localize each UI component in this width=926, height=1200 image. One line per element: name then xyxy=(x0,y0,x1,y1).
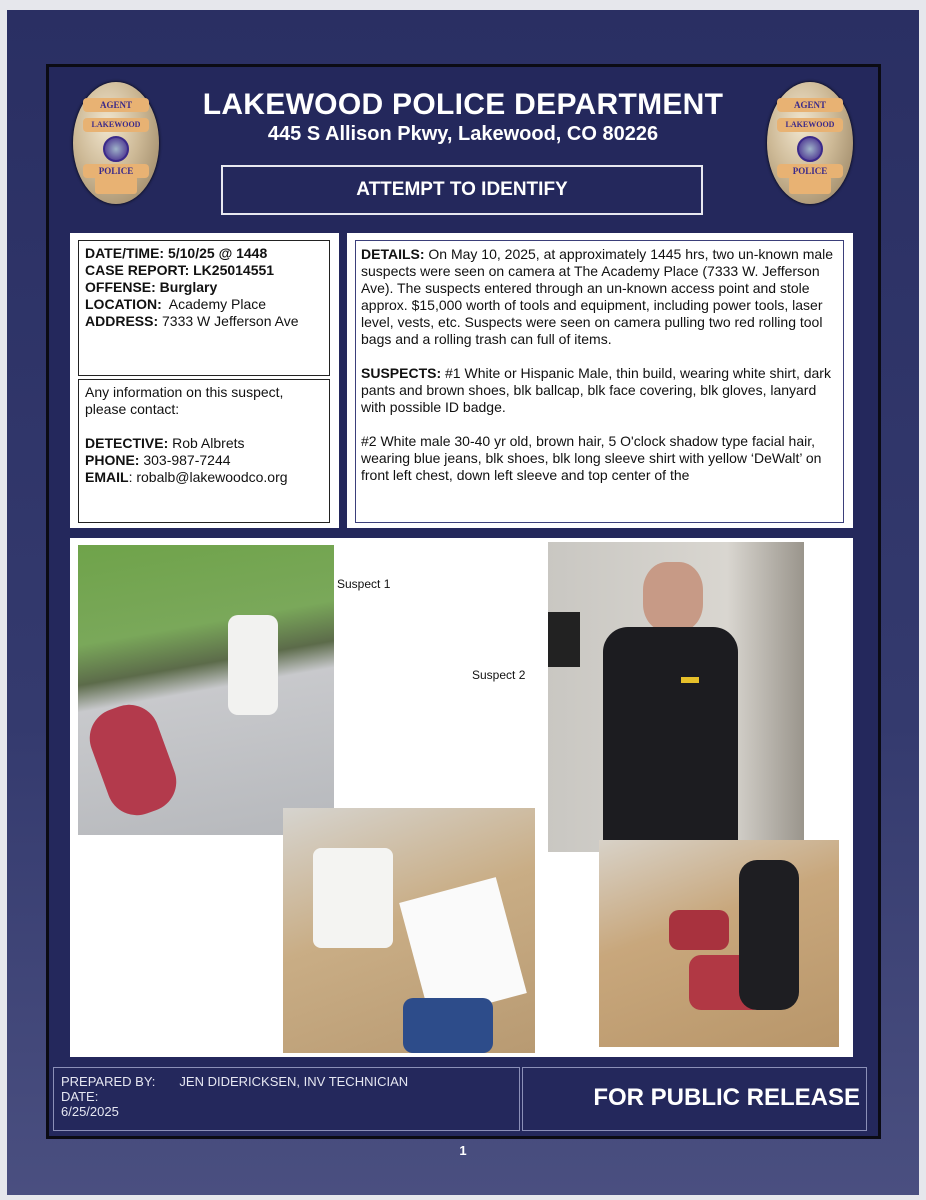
details-label: DETAILS: xyxy=(361,246,425,262)
police-badge-left-icon: AGENT LAKEWOOD POLICE xyxy=(73,82,159,204)
release-box xyxy=(522,1067,867,1131)
email-label: EMAIL xyxy=(85,469,129,485)
case-info-box xyxy=(78,240,330,376)
datetime-value: 5/10/25 @ 1448 xyxy=(167,245,268,261)
banner-box xyxy=(221,165,703,215)
address-label: ADDRESS: xyxy=(85,313,159,329)
suspect1-figure xyxy=(228,615,278,715)
address-value: 7333 W Jefferson Ave xyxy=(162,313,299,329)
department-title: LAKEWOOD POLICE DEPARTMENT xyxy=(202,88,724,121)
red-tool-bag xyxy=(81,696,184,823)
phone-label: PHONE: xyxy=(85,452,140,468)
offense-value: Burglary xyxy=(159,279,218,295)
police-badge-right-icon: AGENT LAKEWOOD POLICE xyxy=(767,82,853,204)
suspect1-photo-trashcan xyxy=(283,808,535,1053)
prepared-by-name: JEN DIDERICKSEN, INV TECHNICIAN xyxy=(179,1074,409,1089)
suspect2-face xyxy=(643,562,703,632)
case-label: CASE REPORT: xyxy=(85,262,190,278)
suspect1-figure xyxy=(313,848,393,948)
email-link[interactable]: : robalb@lakewoodco.org xyxy=(128,469,288,485)
contact-box xyxy=(78,379,330,523)
case-number: LK25014551 xyxy=(193,262,275,278)
public-release-label: FOR PUBLIC RELEASE xyxy=(593,1084,860,1111)
datetime-label: DATE/TIME: xyxy=(85,245,165,261)
contact-intro: Any information on this suspect, please contact: xyxy=(85,384,284,417)
department-address: 445 S Allison Pkwy, Lakewood, CO 80226 xyxy=(267,123,659,145)
suspect2-photo-toolbags xyxy=(599,840,839,1047)
detective-name: Rob Albrets xyxy=(172,435,245,451)
banner-title: ATTEMPT TO IDENTIFY xyxy=(356,179,568,200)
prepared-by-box xyxy=(53,1067,520,1131)
prepared-label: PREPARED BY: xyxy=(61,1074,156,1089)
date-value: 6/25/2025 xyxy=(61,1104,119,1119)
location-value: Academy Place xyxy=(168,296,267,312)
red-tool-bag xyxy=(669,910,729,950)
location-label: LOCATION: xyxy=(85,296,162,312)
suspect1-label: Suspect 1 xyxy=(337,577,391,591)
details-text: On May 10, 2025, at approximately 1445 hrs, two un-known male suspects were seen on camera at The Academy Place (7333 W. Jefferson Ave). The suspects entered through an un-known access point and stole approx. $15,000 worth of tools and equipment, including power tools, laser level, vests, etc. Suspects were seen on camera pulling two red rolling tool bags and a rolling trash can full of items. xyxy=(361,246,834,347)
suspects-label: SUSPECTS: xyxy=(361,365,442,381)
phone-link[interactable]: 303-987-7244 xyxy=(143,452,231,468)
suspect2-photo-hallway xyxy=(548,542,804,852)
date-label: DATE: xyxy=(61,1089,99,1104)
detective-label: DETECTIVE: xyxy=(85,435,169,451)
wall-sign xyxy=(548,612,580,667)
suspect2-description: #2 White male 30-40 yr old, brown hair, 5 O'clock shadow type facial hair, wearing blue jeans, blk shoes, blk long sleeve shirt with yellow ‘DeWalt’ on front left chest, down left sleeve and top center of the xyxy=(361,433,822,483)
suspect1-description: #1 White or Hispanic Male, thin build, wearing white shirt, dark pants and brown shoes, blk ballcap, blk face covering, blk gloves, lanyard with possible ID badge. xyxy=(361,365,831,415)
suspect2-figure xyxy=(603,627,738,852)
suspect2-label: Suspect 2 xyxy=(472,668,526,682)
suspect1-photo-trolley xyxy=(78,545,334,835)
dewalt-logo xyxy=(681,677,699,683)
blue-trash-can xyxy=(403,998,493,1053)
page-number: 1 xyxy=(459,1143,467,1158)
details-box xyxy=(355,240,844,523)
suspect2-figure xyxy=(739,860,799,1010)
offense-label: OFFENSE: xyxy=(85,279,156,295)
